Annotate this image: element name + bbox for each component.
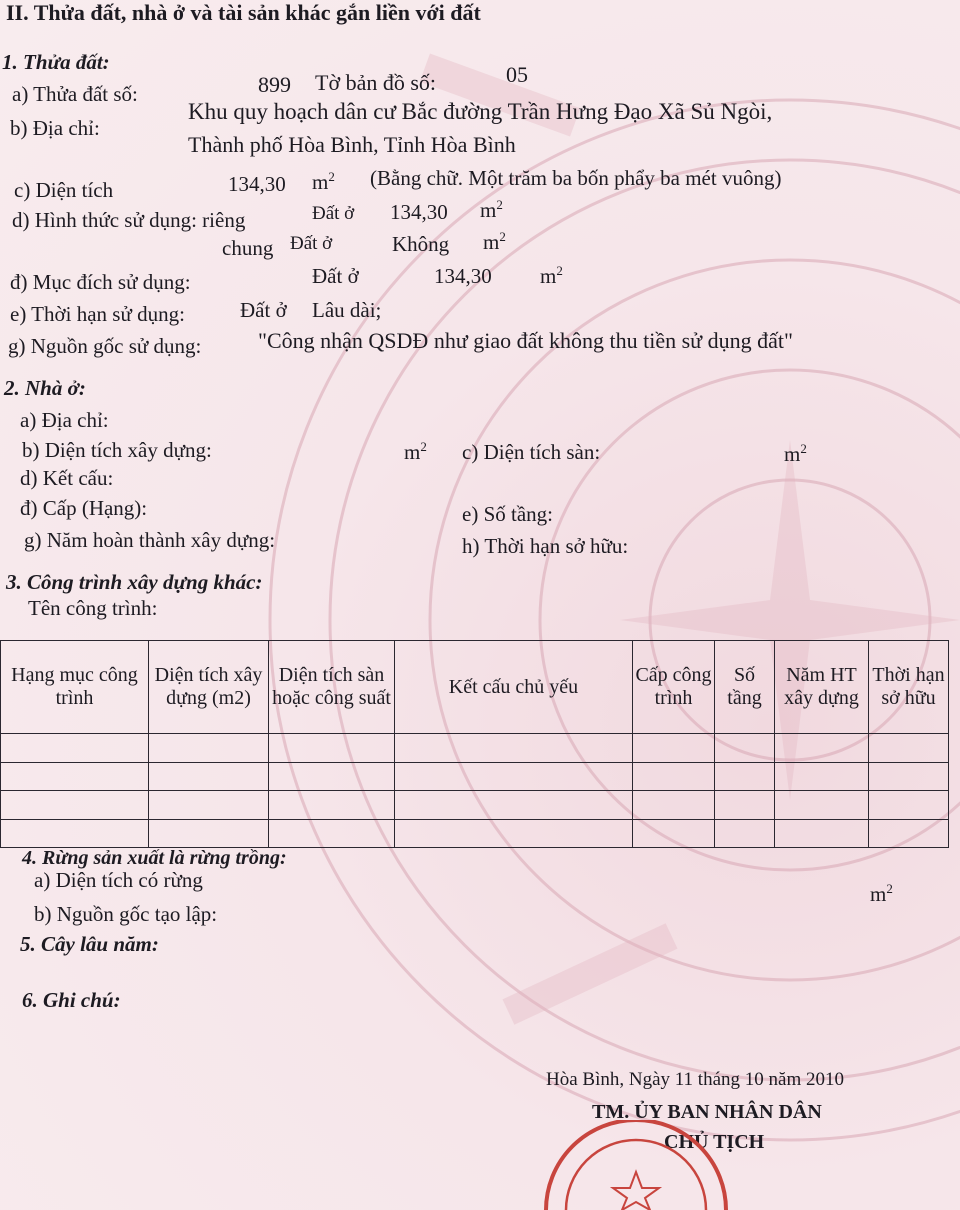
col-header-term: Thời hạn sở hữu xyxy=(869,641,949,734)
signatory-title: CHỦ TỊCH xyxy=(664,1131,765,1153)
purpose-label: đ) Mục đích sử dụng: xyxy=(10,270,191,294)
forest-origin-label: b) Nguồn gốc tạo lập: xyxy=(34,902,218,926)
purpose-value: 134,30 xyxy=(434,264,492,288)
table-row xyxy=(1,791,949,820)
usage-shared-type: Đất ở xyxy=(290,233,333,254)
section5-title: 5. Cây lâu năm: xyxy=(20,932,159,956)
origin-value: "Công nhận QSDĐ như giao đất không thu tiền sử dụng đất" xyxy=(258,328,793,353)
section-heading-land-house: II. Thửa đất, nhà ở và tài sản khác gắn liền với đất xyxy=(6,0,481,25)
house-build-area-label: b) Diện tích xây dựng: xyxy=(22,438,212,462)
house-completion-year-label: g) Năm hoàn thành xây dựng: xyxy=(24,528,276,552)
house-grade-label: đ) Cấp (Hạng): xyxy=(20,496,148,520)
term-value: Lâu dài; xyxy=(312,298,382,322)
col-header-item: Hạng mục công trình xyxy=(1,641,149,734)
usage-private-value: 134,30 xyxy=(390,200,448,224)
section3-title: 3. Công trình xây dựng khác: xyxy=(6,570,263,594)
house-floors-label: e) Số tầng: xyxy=(462,502,553,526)
forest-area-unit: $m^2$ xyxy=(870,881,893,906)
area-in-words: (Bằng chữ. Một trăm ba bốn phẩy ba mét vuông) xyxy=(370,166,782,190)
address-label: b) Địa chỉ: xyxy=(10,116,100,140)
table-row xyxy=(1,734,949,763)
house-address-label: a) Địa chỉ: xyxy=(20,408,109,432)
house-build-area-unit: $m^2$ xyxy=(404,439,427,464)
col-header-structure: Kết cấu chủ yếu xyxy=(395,641,633,734)
usage-shared-label: chung xyxy=(222,236,274,260)
map-sheet-value: 05 xyxy=(506,62,528,87)
house-floor-area-label: c) Diện tích sàn: xyxy=(462,440,601,464)
construction-name-label: Tên công trình: xyxy=(28,596,158,620)
address-line-1: Khu quy hoạch dân cư Bắc đường Trần Hưng Đạo Xã Sủ Ngòi, xyxy=(188,99,773,124)
origin-label: g) Nguồn gốc sử dụng: xyxy=(8,334,202,358)
usage-private-type: Đất ở xyxy=(312,203,355,224)
table-row xyxy=(1,819,949,848)
usage-private-unit: $m^2$ xyxy=(480,197,503,222)
house-structure-label: d) Kết cấu: xyxy=(20,466,114,490)
purpose-type: Đất ở xyxy=(312,264,359,288)
parcel-number-value: 899 xyxy=(258,72,291,97)
col-header-year: Năm HT xây dựng xyxy=(775,641,869,734)
parcel-number-label: a) Thửa đất số: xyxy=(12,82,138,106)
forest-area-label: a) Diện tích có rừng xyxy=(34,868,203,892)
usage-shared-unit: $m^2$ xyxy=(483,229,506,254)
section4-title: 4. Rừng sản xuất là rừng trồng: xyxy=(22,847,287,869)
red-seal-stamp xyxy=(536,1120,736,1210)
area-unit: $m^2$ xyxy=(312,169,335,194)
term-type: Đất ở xyxy=(240,298,287,322)
place-and-date: Hòa Bình, Ngày 11 tháng 10 năm 2010 xyxy=(546,1069,844,1090)
col-header-build-area: Diện tích xây dựng (m2) xyxy=(149,641,269,734)
section1-title: 1. Thửa đất: xyxy=(2,50,110,74)
construction-table xyxy=(0,640,949,848)
house-ownership-term-label: h) Thời hạn sở hữu: xyxy=(462,534,629,558)
house-floor-area-unit: $m^2$ xyxy=(784,441,807,466)
section2-title: 2. Nhà ở: xyxy=(4,376,86,400)
col-header-floor-area: Diện tích sàn hoặc công suất xyxy=(269,641,395,734)
table-row xyxy=(1,762,949,791)
col-header-floors: Số tầng xyxy=(715,641,775,734)
usage-shared-value: Không xyxy=(392,232,450,256)
section6-title: 6. Ghi chú: xyxy=(22,988,121,1012)
table-header-row xyxy=(1,641,949,734)
usage-form-label: d) Hình thức sử dụng: riêng xyxy=(12,208,246,232)
issuing-authority: TM. ỦY BAN NHÂN DÂN xyxy=(592,1101,822,1123)
area-label: c) Diện tích xyxy=(14,178,114,202)
area-value: 134,30 xyxy=(228,172,286,196)
term-label: e) Thời hạn sử dụng: xyxy=(10,302,185,326)
col-header-grade: Cấp công trình xyxy=(633,641,715,734)
map-sheet-label: Tờ bản đồ số: xyxy=(315,70,437,95)
address-line-2: Thành phố Hòa Bình, Tỉnh Hòa Bình xyxy=(188,132,516,157)
purpose-unit: $m^2$ xyxy=(540,263,563,288)
